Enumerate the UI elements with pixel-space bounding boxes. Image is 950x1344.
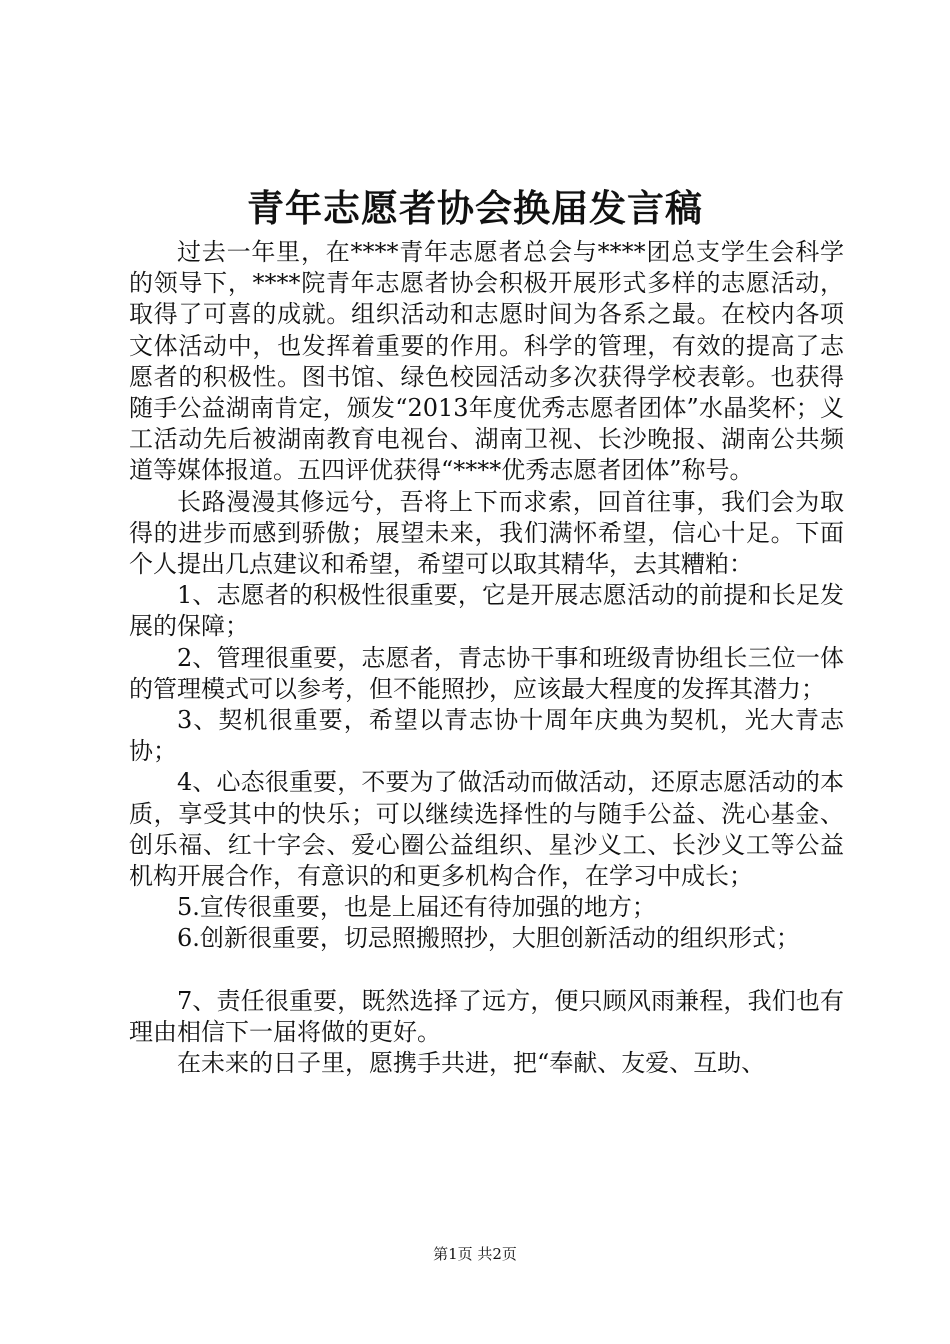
suggestion-4: 4、心态很重要，不要为了做活动而做活动，还原志愿活动的本质，享受其中的快乐；可以继续选择性的与随手公益、洗心基金、创乐福、红十字会、爱心圈公益组织、星沙义工、长沙义工等公益机构开展合作，有意识的和更多机构合作，在学习中成长；	[129, 768, 844, 891]
suggestion-6: 6.创新很重要，切忌照搬照抄，大胆创新活动的组织形式；	[177, 924, 800, 953]
suggestion-7: 7、责任很重要，既然选择了远方，便只顾风雨兼程，我们也有理由相信下一届将做的更好。	[129, 986, 844, 1047]
suggestion-3: 3、契机很重要，希望以青志协十周年庆典为契机，光大青志协；	[129, 706, 844, 766]
paragraph-closing: 在未来的日子里，愿携手共进，把“奉献、友爱、互助、	[177, 1049, 766, 1078]
document-body	[129, 237, 844, 1079]
paragraph-review: 过去一年里，在****青年志愿者总会与****团总支学生会科学的领导下，****院青年志愿者协会积极开展形式多样的志愿活动，取得了可喜的成就。组织活动和志愿时间为各系之最。在校内各项文体活动中，也发挥着重要的作用。科学的管理，有效的提高了志愿者的积极性。图书馆、绿色校园活动多次获得学校表彰。也获得随手公益湖南肯定，颁发“2013年度优秀志愿者团体”水晶奖杯；义工活动先后被湖南教育电视台、湖南卫视、长沙晚报、湖南公共频道等媒体报道。五四评优获得“****优秀志愿者团体”称号。	[129, 238, 844, 485]
document-title: 青年志愿者协会换届发言稿	[247, 186, 703, 230]
page-footer: 第1页 共2页	[433, 1245, 517, 1263]
suggestion-1: 1、志愿者的积极性很重要，它是开展志愿活动的前提和长足发展的保障；	[129, 581, 844, 641]
blank-line	[129, 955, 844, 986]
suggestion-5: 5.宣传很重要，也是上届还有待加强的地方；	[177, 893, 656, 922]
paragraph-outlook: 长路漫漫其修远兮，吾将上下而求索，回首往事，我们会为取得的进步而感到骄傲；展望未来，我们满怀希望，信心十足。下面个人提出几点建议和希望，希望可以取其精华，去其糟粕：	[129, 487, 844, 579]
suggestion-2: 2、管理很重要，志愿者，青志协干事和班级青协组长三位一体的管理模式可以参考，但不能照抄，应该最大程度的发挥其潜力；	[129, 643, 844, 703]
